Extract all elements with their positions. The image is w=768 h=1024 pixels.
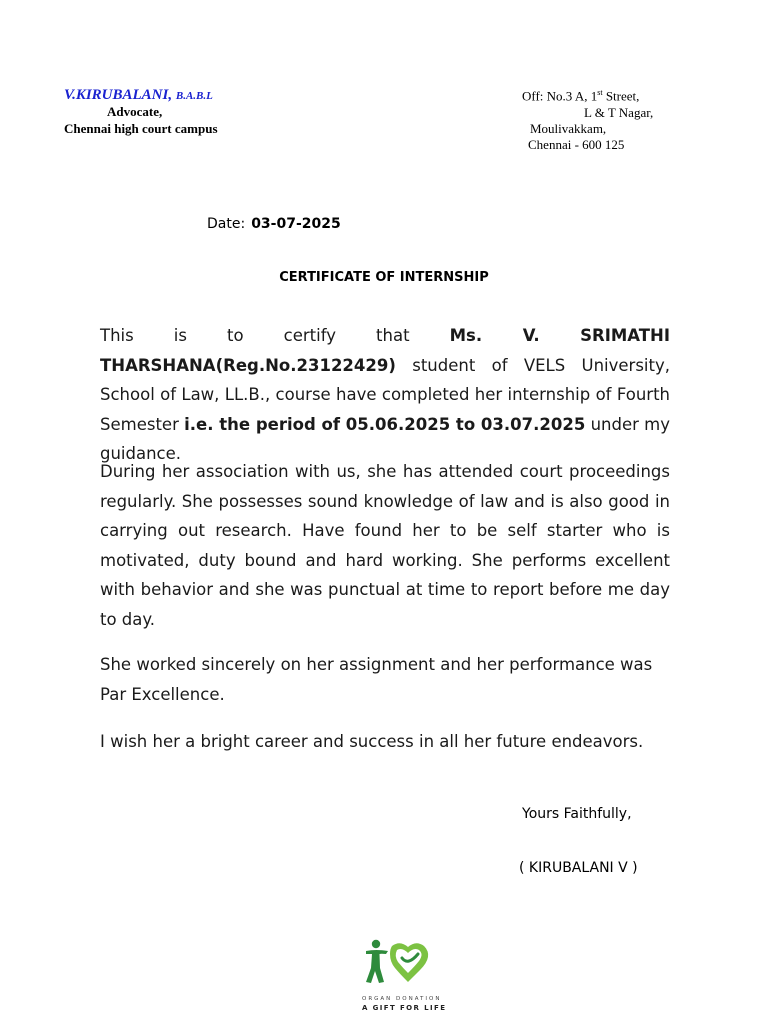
intern-name: Ms. V. SRIMATHI THARSHANA(Reg.No.23122429) (100, 326, 671, 375)
certificate-title: CERTIFICATE OF INTERNSHIP (279, 270, 489, 285)
address-line-4: Chennai - 600 125 (528, 137, 625, 152)
letterhead-name (64, 87, 213, 104)
advocate-title: Advocate, (107, 104, 163, 119)
advocate-campus: Chennai high court campus (64, 121, 218, 136)
address-line-1: Off: No.3 A, 1st Street, (522, 88, 640, 104)
logo-tagline: A GIFT FOR LIFE (362, 1004, 447, 1012)
signatory-name: ( KIRUBALANI V ) (519, 860, 638, 876)
date-line (207, 216, 341, 232)
advocate-name: V.KIRUBALANI, (64, 87, 173, 103)
paragraph-conduct: During her association with us, she has attended court proceedings regularly. She possesses sound knowledge of law and is also good in carrying out research. Have found her to be self starter who is motivated, duty bound and hard working. She performs excellent with behavior and she was punctual at time to report before me day to day. (100, 462, 670, 629)
date-label: Date: (207, 216, 246, 232)
logo-subtitle: ORGAN DONATION (362, 996, 442, 1002)
closing-salutation: Yours Faithfully, (522, 806, 632, 822)
address-line-3: Moulivakkam, (530, 121, 607, 136)
paragraph-certification: This is to certify that Ms. V. SRIMATHI THARSHANA(Reg.No.23122429) student of VELS University, School of Law, LL.B., course have completed her internship of Fourth Semester i.e. the period of 05.06.2025 to 03.07.2025 under my guidance. (100, 326, 671, 463)
internship-period: i.e. the period of 05.06.2025 to 03.07.2025 (184, 414, 586, 434)
paragraph-wishes: I wish her a bright career and success in all her future endeavors. (100, 732, 644, 751)
address-line-2: L & T Nagar, (584, 105, 654, 120)
advocate-degree: B.A.B.L (175, 90, 213, 102)
date-value: 03-07-2025 (251, 216, 341, 232)
paragraph-performance: She worked sincerely on her assignment and her performance was Par Excellence. (100, 655, 653, 704)
